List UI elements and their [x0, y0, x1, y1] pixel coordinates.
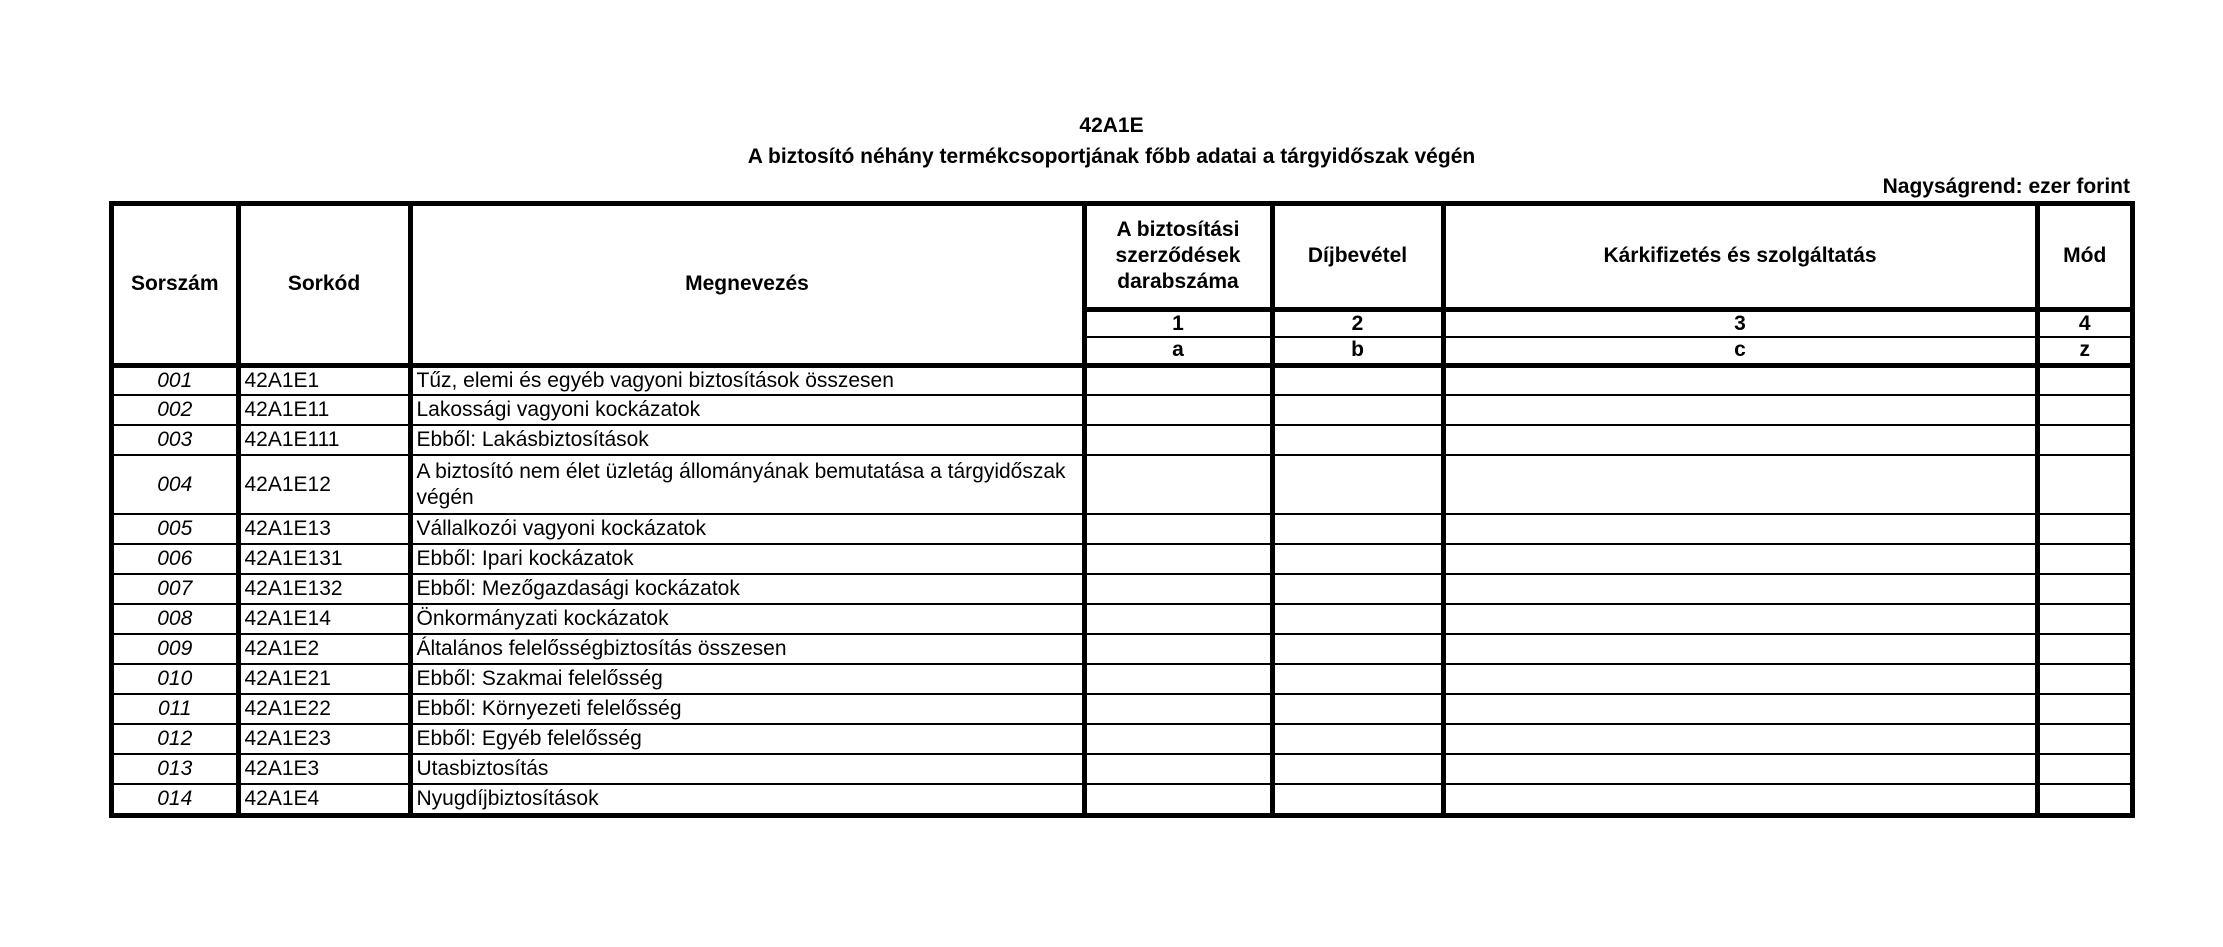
table-row [113, 544, 2131, 574]
row-code: 42A1E22 [238, 694, 410, 724]
cell-premium[interactable] [1272, 694, 1443, 724]
cell-mode[interactable] [2037, 754, 2131, 784]
row-code: 42A1E12 [238, 455, 410, 514]
col-letter-z: z [2037, 337, 2131, 365]
cell-mode[interactable] [2037, 395, 2131, 425]
row-name: Utasbiztosítás [410, 754, 1084, 784]
row-code: 42A1E131 [238, 544, 410, 574]
cell-contracts[interactable] [1084, 574, 1272, 604]
cell-contracts[interactable] [1084, 425, 1272, 455]
row-code: 42A1E2 [238, 634, 410, 664]
cell-claims[interactable] [1443, 754, 2037, 784]
row-number: 002 [113, 395, 238, 425]
cell-premium[interactable] [1272, 425, 1443, 455]
col-letter-c: c [1443, 337, 2037, 365]
table-row [113, 634, 2131, 664]
cell-premium[interactable] [1272, 604, 1443, 634]
header-col-3: Kárkifizetés és szolgáltatás [1443, 205, 2037, 309]
cell-contracts[interactable] [1084, 365, 1272, 395]
row-number: 004 [113, 455, 238, 514]
row-code: 42A1E13 [238, 514, 410, 544]
row-name: Vállalkozói vagyoni kockázatok [410, 514, 1084, 544]
cell-contracts[interactable] [1084, 664, 1272, 694]
cell-premium[interactable] [1272, 574, 1443, 604]
data-table [112, 204, 2132, 815]
cell-mode[interactable] [2037, 544, 2131, 574]
cell-mode[interactable] [2037, 784, 2131, 814]
cell-mode[interactable] [2037, 664, 2131, 694]
table-row [113, 664, 2131, 694]
cell-mode[interactable] [2037, 724, 2131, 754]
cell-mode[interactable] [2037, 514, 2131, 544]
table-row [113, 784, 2131, 814]
cell-contracts[interactable] [1084, 604, 1272, 634]
cell-mode[interactable] [2037, 694, 2131, 724]
cell-premium[interactable] [1272, 754, 1443, 784]
cell-claims[interactable] [1443, 694, 2037, 724]
row-number: 007 [113, 574, 238, 604]
cell-contracts[interactable] [1084, 784, 1272, 814]
table-row [113, 514, 2131, 544]
row-number: 003 [113, 425, 238, 455]
cell-mode[interactable] [2037, 365, 2131, 395]
row-number: 010 [113, 664, 238, 694]
row-name: A biztosító nem élet üzletág állományának bemutatása a tárgyidőszak végén [410, 455, 1084, 514]
form-code: 42A1E [1079, 114, 1144, 137]
header-col-1: A biztosítási szerződések darabszáma [1084, 205, 1272, 309]
row-number: 013 [113, 754, 238, 784]
cell-premium[interactable] [1272, 365, 1443, 395]
cell-mode[interactable] [2037, 425, 2131, 455]
row-name: Lakossági vagyoni kockázatok [410, 395, 1084, 425]
cell-claims[interactable] [1443, 784, 2037, 814]
table-row [113, 395, 2131, 425]
col-letter-a: a [1084, 337, 1272, 365]
cell-contracts[interactable] [1084, 754, 1272, 784]
row-code: 42A1E4 [238, 784, 410, 814]
col-letter-b: b [1272, 337, 1443, 365]
table-body [113, 365, 2131, 814]
table-row [113, 365, 2131, 395]
cell-claims[interactable] [1443, 455, 2037, 514]
page-title: A biztosító néhány termékcsoportjának főbb adatai a tárgyidőszak végén [747, 145, 1476, 168]
row-code: 42A1E111 [238, 425, 410, 455]
cell-mode[interactable] [2037, 604, 2131, 634]
row-name: Tűz, elemi és egyéb vagyoni biztosítások összesen [410, 365, 1084, 395]
cell-premium[interactable] [1272, 514, 1443, 544]
row-number: 012 [113, 724, 238, 754]
row-number: 005 [113, 514, 238, 544]
cell-premium[interactable] [1272, 664, 1443, 694]
cell-contracts[interactable] [1084, 694, 1272, 724]
header-megnevezes: Megnevezés [410, 205, 1084, 365]
table-row [113, 455, 2131, 514]
row-name: Ebből: Ipari kockázatok [410, 544, 1084, 574]
cell-contracts[interactable] [1084, 514, 1272, 544]
col-number-3: 3 [1443, 309, 2037, 337]
row-number: 006 [113, 544, 238, 574]
row-number: 001 [113, 365, 238, 395]
cell-contracts[interactable] [1084, 634, 1272, 664]
row-code: 42A1E3 [238, 754, 410, 784]
header-col-4: Mód [2037, 205, 2131, 309]
row-number: 014 [113, 784, 238, 814]
row-name: Ebből: Szakmai felelősség [410, 664, 1084, 694]
cell-mode[interactable] [2037, 455, 2131, 514]
row-name: Ebből: Lakásbiztosítások [410, 425, 1084, 455]
cell-mode[interactable] [2037, 574, 2131, 604]
cell-mode[interactable] [2037, 634, 2131, 664]
cell-premium[interactable] [1272, 395, 1443, 425]
header-col-2: Díjbevétel [1272, 205, 1443, 309]
row-name: Általános felelősségbiztosítás összesen [410, 634, 1084, 664]
cell-contracts[interactable] [1084, 544, 1272, 574]
col-number-4: 4 [2037, 309, 2131, 337]
table-row [113, 425, 2131, 455]
cell-premium[interactable] [1272, 544, 1443, 574]
row-name: Nyugdíjbiztosítások [410, 784, 1084, 814]
header-sorszam: Sorszám [113, 205, 238, 365]
row-number: 009 [113, 634, 238, 664]
cell-claims[interactable] [1443, 604, 2037, 634]
row-number: 008 [113, 604, 238, 634]
row-name: Ebből: Környezeti felelősség [410, 694, 1084, 724]
cell-contracts[interactable] [1084, 395, 1272, 425]
table-row [113, 724, 2131, 754]
row-number: 011 [113, 694, 238, 724]
row-code: 42A1E23 [238, 724, 410, 754]
cell-claims[interactable] [1443, 574, 2037, 604]
cell-premium[interactable] [1272, 455, 1443, 514]
col-number-2: 2 [1272, 309, 1443, 337]
header-sorkod: Sorkód [238, 205, 410, 365]
cell-claims[interactable] [1443, 425, 2037, 455]
row-name: Ebből: Egyéb felelősség [410, 724, 1084, 754]
row-code: 42A1E14 [238, 604, 410, 634]
table-row [113, 694, 2131, 724]
cell-claims[interactable] [1443, 365, 2037, 395]
cell-premium[interactable] [1272, 634, 1443, 664]
row-code: 42A1E1 [238, 365, 410, 395]
cell-claims[interactable] [1443, 544, 2037, 574]
cell-contracts[interactable] [1084, 455, 1272, 514]
cell-premium[interactable] [1272, 724, 1443, 754]
table-row [113, 604, 2131, 634]
table-row [113, 574, 2131, 604]
unit-note: Nagyságrend: ezer forint [1882, 175, 2130, 198]
col-number-1: 1 [1084, 309, 1272, 337]
cell-claims[interactable] [1443, 664, 2037, 694]
cell-contracts[interactable] [1084, 724, 1272, 754]
cell-claims[interactable] [1443, 634, 2037, 664]
row-name: Önkormányzati kockázatok [410, 604, 1084, 634]
table-row [113, 754, 2131, 784]
cell-claims[interactable] [1443, 395, 2037, 425]
row-code: 42A1E21 [238, 664, 410, 694]
cell-premium[interactable] [1272, 784, 1443, 814]
cell-claims[interactable] [1443, 514, 2037, 544]
row-code: 42A1E132 [238, 574, 410, 604]
row-name: Ebből: Mezőgazdasági kockázatok [410, 574, 1084, 604]
row-code: 42A1E11 [238, 395, 410, 425]
cell-claims[interactable] [1443, 724, 2037, 754]
